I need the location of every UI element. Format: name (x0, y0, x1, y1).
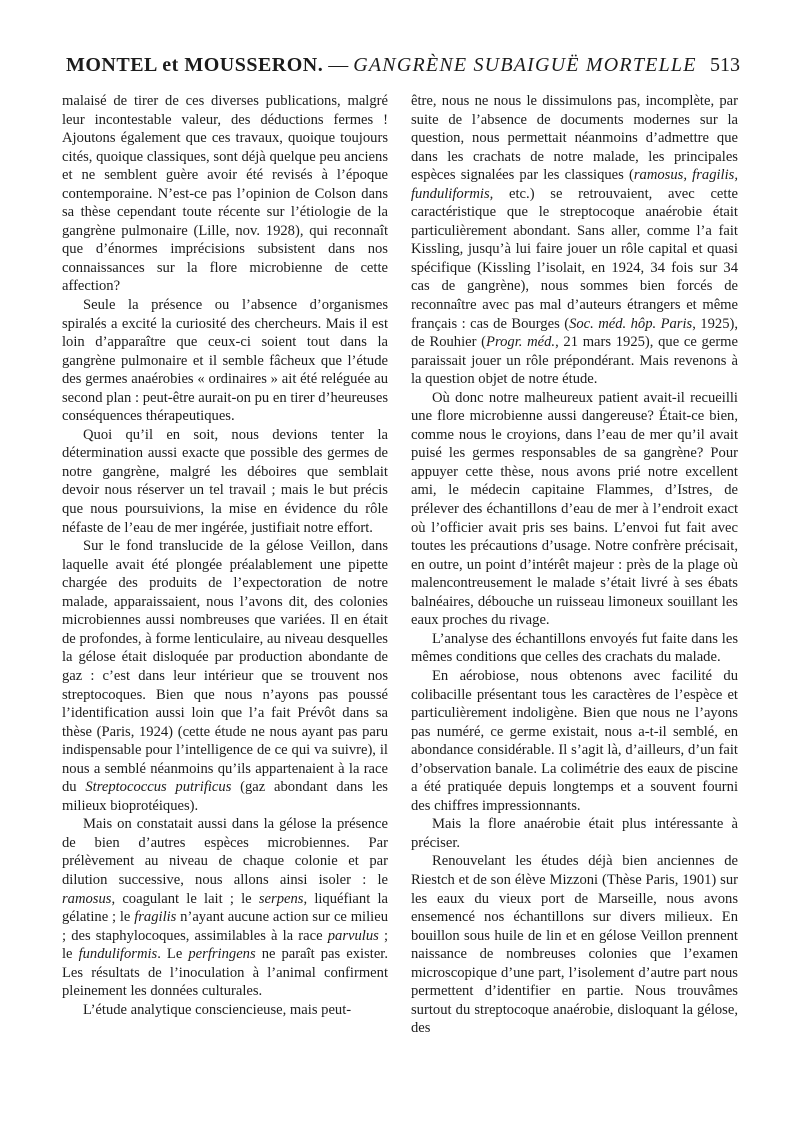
text-run: Seule la présence ou l’absence d’organismes spiralés a excité la curiosité des chercheurs. Mais il est loin d’apparaître que ceux-ci soient tout dans la gangrène pulmonaire et il semble fâcheux que l’étude des germes anaérobies « ordinaires » ait été reléguée au second plan : peut-être aurait-on pu en tirer d’heureuses conséquences thérapeutiques. (62, 297, 388, 425)
text-run: Mais on constatait aussi dans la gélose la présence de bien d’autres espèces microbiennes. Par prélèvement au niveau de chaque colonie et par dilution successive, nous allons ainsi isoler : le (62, 816, 388, 888)
paragraph (62, 537, 388, 815)
text-run: Renouvelant les études déjà bien anciennes de Riestch et de son élève Mizzoni (Thèse Paris, 1901) sur les eaux du vieux port de Marseille, nous avons ensemencé nos échantillons sur divers milieux. En bouillon sous huile de lin et en gélose Veillon prennent naissance de nombreuses colonies que l’examen microscopique d’une part, l’isolement d’autre part nous permettent d’identifier en partie. Nous trouvâmes surtout du streptocoque anaérobie, disloquant la gélose, des (411, 853, 738, 1037)
italic-term: Soc. méd. hôp. Paris (569, 315, 693, 332)
text-run: Quoi qu’il en soit, nous devions tenter la détermination aussi exacte que possible des germes de notre gangrène, malgré les déboires que semblait devoir nous réserver un tel travail ; mais le but précis que nous poursuivions, la mise en évidence du rôle néfaste de l’eau de mer ingérée, justifiait notre effort. (62, 426, 388, 536)
text-run: , liquéfiant la gélatine ; le (62, 890, 388, 926)
italic-term: Streptococcus putrificus (85, 779, 232, 796)
text-run: Où donc notre malheureux patient avait-il recueilli une flore microbienne aussi dangereuse? Était-ce bien, comme nous le croyions, dans l’eau de mer qu’il avait puisé les germes responsables de sa gangrène? Pour appuyer cette thèse, nous avons prié notre excellent ami, le médecin capitaine Flammes, d’Istres, de prélever des échantillons d’eau de mer à l’endroit exact où l’officier avait pris ses bains. L’envoi fut fait avec toutes les précautions d’usage. Notre confrère précisait, en outre, un point d’intérêt majeur : près de la plage où malencontreusement le malade s’était livré à ses ébats balnéaires, débouche un ruisseau limoneux souillant les eaux proches du rivage. (411, 389, 738, 629)
paragraph (62, 1001, 388, 1020)
header-authors: MONTEL et MOUSSERON. (66, 54, 324, 76)
paragraph (62, 296, 388, 426)
header-article-title: GANGRÈNE SUBAIGUË MORTELLE (353, 54, 697, 76)
paragraph (411, 667, 738, 815)
text-run: , coagulant le lait ; le (111, 890, 259, 907)
running-head (66, 50, 740, 80)
italic-term: funduliformis (78, 946, 158, 963)
paragraph (411, 389, 738, 630)
paragraph (62, 426, 388, 537)
text-run: Sur le fond translucide de la gélose Veillon, dans laquelle avait été plongée préalablement une pipette chargée des produits de l’expectoration de notre malade, apparaissaient, nous l’avons dit, des colonies microbiennes aussi nombreuses que variées. Il en était de profondes, à forme lenticulaire, au niveau desquelles la gélose était disloquée par production abondante de gaz : c’est dans leur intérieur que se trouvent nos streptocoques. Bien que nous n’ayons pas poussé l’identification aussi loin que l’a fait Prévôt dans sa thèse (Paris, 1924) (cette étude ne nous ayant pas paru indispensable pour l’intelligence de ce qui va suivre), il nous a semblé néanmoins qu’ils appartenaient à la race du (62, 538, 388, 796)
italic-term: perfringens (188, 946, 256, 963)
text-run: L’analyse des échantillons envoyés fut faite dans les mêmes conditions que celles des crachats du malade. (411, 630, 738, 666)
italic-term: parvulus (327, 927, 379, 944)
header-dash: — (323, 54, 354, 76)
italic-term: fragilis (134, 909, 177, 926)
text-run: . Le (157, 946, 189, 963)
text-run: , 21 mars 1925), que ce germe paraissait jouer un rôle prépondérant. Mais revenons à la question objet de notre étude. (411, 334, 739, 388)
text-run: En aérobiose, nous obtenons avec facilité du colibacille présentant tous les caractères de l’espèce et particulièrement indoligène. Bien que nous ne l’ayons pas numéré, ce germe existait, nous a-t-il semblé, en abondance considérable. Il s’agit là, d’ailleurs, d’un fait d’observation banale. La colimétrie des eaux de piscine a été pratiquée depuis longtemps et a souvent fourni des chiffres impressionnants. (411, 667, 738, 814)
italic-term: ramosus, fragilis, funduliformis, (411, 167, 738, 202)
text-run: ; le (62, 927, 389, 963)
text-run: (gaz abondant dans les milieux bioprotéiques). (62, 779, 388, 814)
paragraph (411, 815, 738, 852)
text-run: n’ayant aucune action sur ce milieu ; des staphylocoques, assimilables à la race (62, 909, 388, 944)
paragraph (62, 92, 388, 296)
left-text-column (62, 92, 388, 1019)
page-number: 513 (710, 54, 740, 76)
text-run: être, nous ne nous le dissimulons pas, incomplète, par suite de l’absence de documents modernes sur la question, nous permettait néanmoins d’admettre que dans les crachats de notre malade, les principales espèces signalées par les classiques ( (411, 93, 738, 184)
italic-term: serpens (258, 890, 304, 907)
text-run: , 1925), de Rouhier ( (411, 315, 738, 351)
right-text-column (411, 92, 738, 1038)
text-run: malaisé de tirer de ces diverses publications, malgré leur incontestable valeur, des déductions fermes ! Ajoutons également que ces travaux, quoique toujours cités, quoique classiques, sont déjà quelque peu anciens et ne semblent guère avoir été revisés à l’époque contemporaine. N’est-ce pas l’opinion de Colson dans sa thèse cependant toute récente sur l’étiologie de la gangrène pulmonaire (Lille, nov. 1928), qui reconnaît que d’énormes imprécisions subsistent dans nos connaissances sur la flore microbienne de cette affection? (62, 93, 388, 295)
paragraph (411, 852, 738, 1037)
paragraph (411, 630, 738, 667)
text-run: ne paraît pas exister. Les résultats de l’inoculation à l’animal confirment pleinement les données culturales. (62, 946, 388, 1000)
italic-term: Progr. méd. (486, 334, 556, 351)
text-run: L’étude analytique consciencieuse, mais peut- (83, 1001, 352, 1018)
text-run: etc.) se retrouvaient, avec cette caractéristique que le streptocoque anaérobie était particulièrement abondant. Sans aller, comme l’a fait Kissling, jusqu’à lui faire jouer un rôle capital et quasi spécifique (Kissling l’isolait, en 1924, 34 fois sur 34 cas de gangrène), nous sommes bien forcés de reconnaître avec pas mal d’auteurs étrangers et même français : cas de Bourges ( (411, 185, 738, 332)
text-run: Mais la flore anaérobie était plus intéressante à préciser. (411, 816, 738, 851)
italic-term: ramosus (62, 890, 112, 907)
paragraph (411, 92, 738, 389)
paragraph (62, 815, 388, 1000)
